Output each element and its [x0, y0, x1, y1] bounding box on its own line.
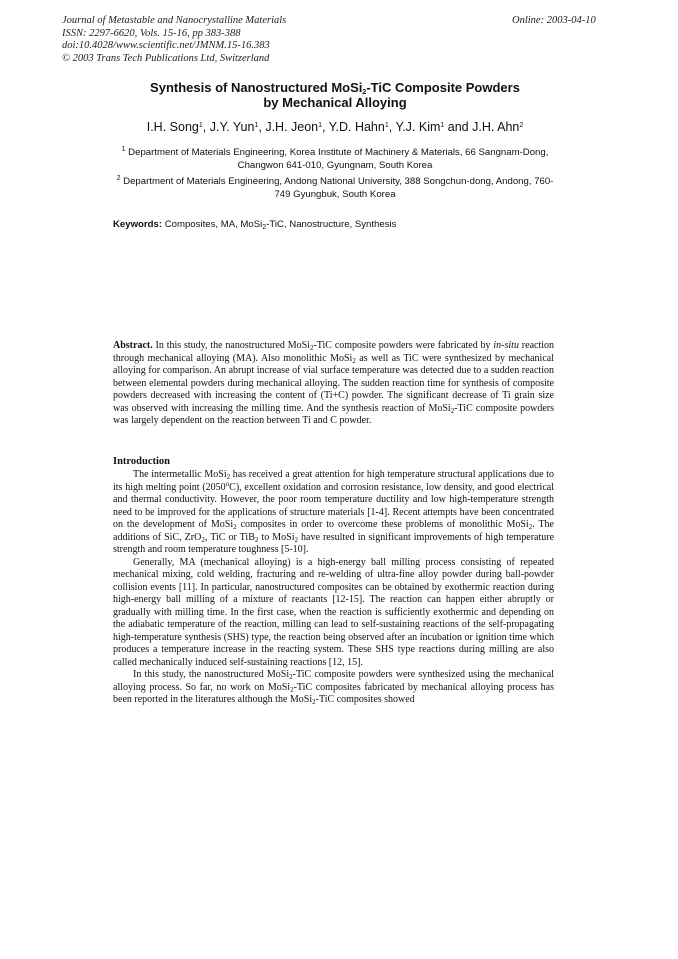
- author: Y.J. Kim: [395, 120, 441, 134]
- affiliation-1: $^1$ Department of Materials Engineering, Korea Institute of Machinery & Materials, 66 Sangnam-Dong, Changwon 641-010, Gyungnam, South Korea: [121, 146, 549, 171]
- online-date: Online: 2003-04-10: [512, 15, 596, 26]
- author: J.H. Ahn: [472, 120, 520, 134]
- journal-name: Journal of Metastable and Nanocrystalline Materials: [62, 15, 287, 26]
- section-heading-introduction: Introduction: [113, 456, 170, 467]
- abstract-label: Abstract.: [113, 340, 153, 351]
- keywords-label: Keywords:: [113, 219, 163, 230]
- paper-title-line2: by Mechanical Alloying: [263, 95, 407, 110]
- paragraph: In this study, the nanostructured MoSi$_2$-TiC composite powders were synthesized using the mechanical alloying process. So far, no work on MoSi$_2$-TiC composites fabricated by mechanical alloying process has been reported in the literatures although the MoSi$_2$-TiC composites showed: [113, 669, 554, 706]
- journal-doi: doi:10.4028/www.scientific.net/JMNM.15-16.383: [62, 40, 270, 51]
- paper-title: Synthesis of Nanostructured MoSi$_2$-TiC Composite Powders by Mechanical Alloying: [100, 80, 570, 110]
- affiliation-2: $^2$ Department of Materials Engineering, Andong National University, 388 Songchun-dong, Andong, 760-749 Gyungbuk, South Korea: [116, 175, 554, 200]
- paragraph: The intermetallic MoSi$_2$ has received a great attention for high temperature structural applications due to its high melting point (2050$^o$C), excellent oxidation and corrosion resistance, low density, and good electrical and thermal conductivity. However, the poor room temperature ductility and low high-temperature strength need to be improved for the applications of structure materials [1-4]. Recent attempts have been concentrated on the development of MoSi$_2$ composites in order to overcome these problems of monolithic MoSi$_2$. The additions of SiC, ZrO$_2$, TiC or TiB$_2$ to MoSi$_2$ have resulted in significant improvements of high temperature strength and room temperature toughness [5-10].: [113, 469, 555, 555]
- journal-header: [62, 15, 286, 65]
- author: I.H. Song: [146, 120, 199, 134]
- abstract: Abstract. In this study, the nanostructured MoSi$_2$-TiC composite powders were fabricated by in-situ reaction through mechanical alloying (MA). Also monolithic MoSi$_2$ as well as TiC were synthesized by mechanical alloying for comparison. An abrupt increase of vial surface temperature was detected due to a sudden reaction between elemental powders during mechanical alloying. The sudden reaction time for synthesis of composite powders decreased with increasing the content of (Ti+C) powder. The significant decrease of Ti grain size was observed with increasing the milling time. And the synthesis reaction of MoSi$_2$-TiC composite powders was largely dependent on the reaction between Ti and C powder.: [113, 340, 555, 426]
- introduction-body: [113, 469, 554, 707]
- paragraph: Generally, MA (mechanical alloying) is a high-energy ball milling process consisting of repeated mechanical mixing, cold welding, fracturing and re-welding of ultra-fine alloy powder during ball-powder collision events [11]. In particular, nanostructured composites can be obtained by exothermic reaction during high-energy ball milling of a mixture of reactants [12-15]. The reaction can happen either abruptly or gradually with milling time. In the first case, when the reaction is sufficiently exothermic and depending on the adiabatic temperature of the reaction, milling can lead to self-sustaining reactions of the self-propagating high-temperature synthesis (SHS) type, the reaction being observed after an incubation or ignition time which produces a temperature increase in the reacting system. These SHS type reactions during milling are also called mechanically induced self-sustaining reactions [12, 15].: [113, 556, 554, 668]
- keywords: Keywords: Composites, MA, MoSi$_2$-TiC, Nanostructure, Synthesis: [113, 219, 397, 231]
- author: J.Y. Yun: [209, 120, 255, 134]
- author-list: I.H. Song$^1$, J.Y. Yun$^1$, J.H. Jeon$^1$, Y.D. Hahn$^1$, Y.J. Kim$^1$ and J.H. Ahn$^2$: [146, 120, 524, 134]
- journal-issn: ISSN: 2297-6620, Vols. 15-16, pp 383-388: [62, 27, 241, 39]
- author: Y.D. Hahn: [328, 120, 385, 134]
- author: J.H. Jeon: [265, 120, 319, 134]
- journal-copyright: © 2003 Trans Tech Publications Ltd, Switzerland: [62, 52, 270, 64]
